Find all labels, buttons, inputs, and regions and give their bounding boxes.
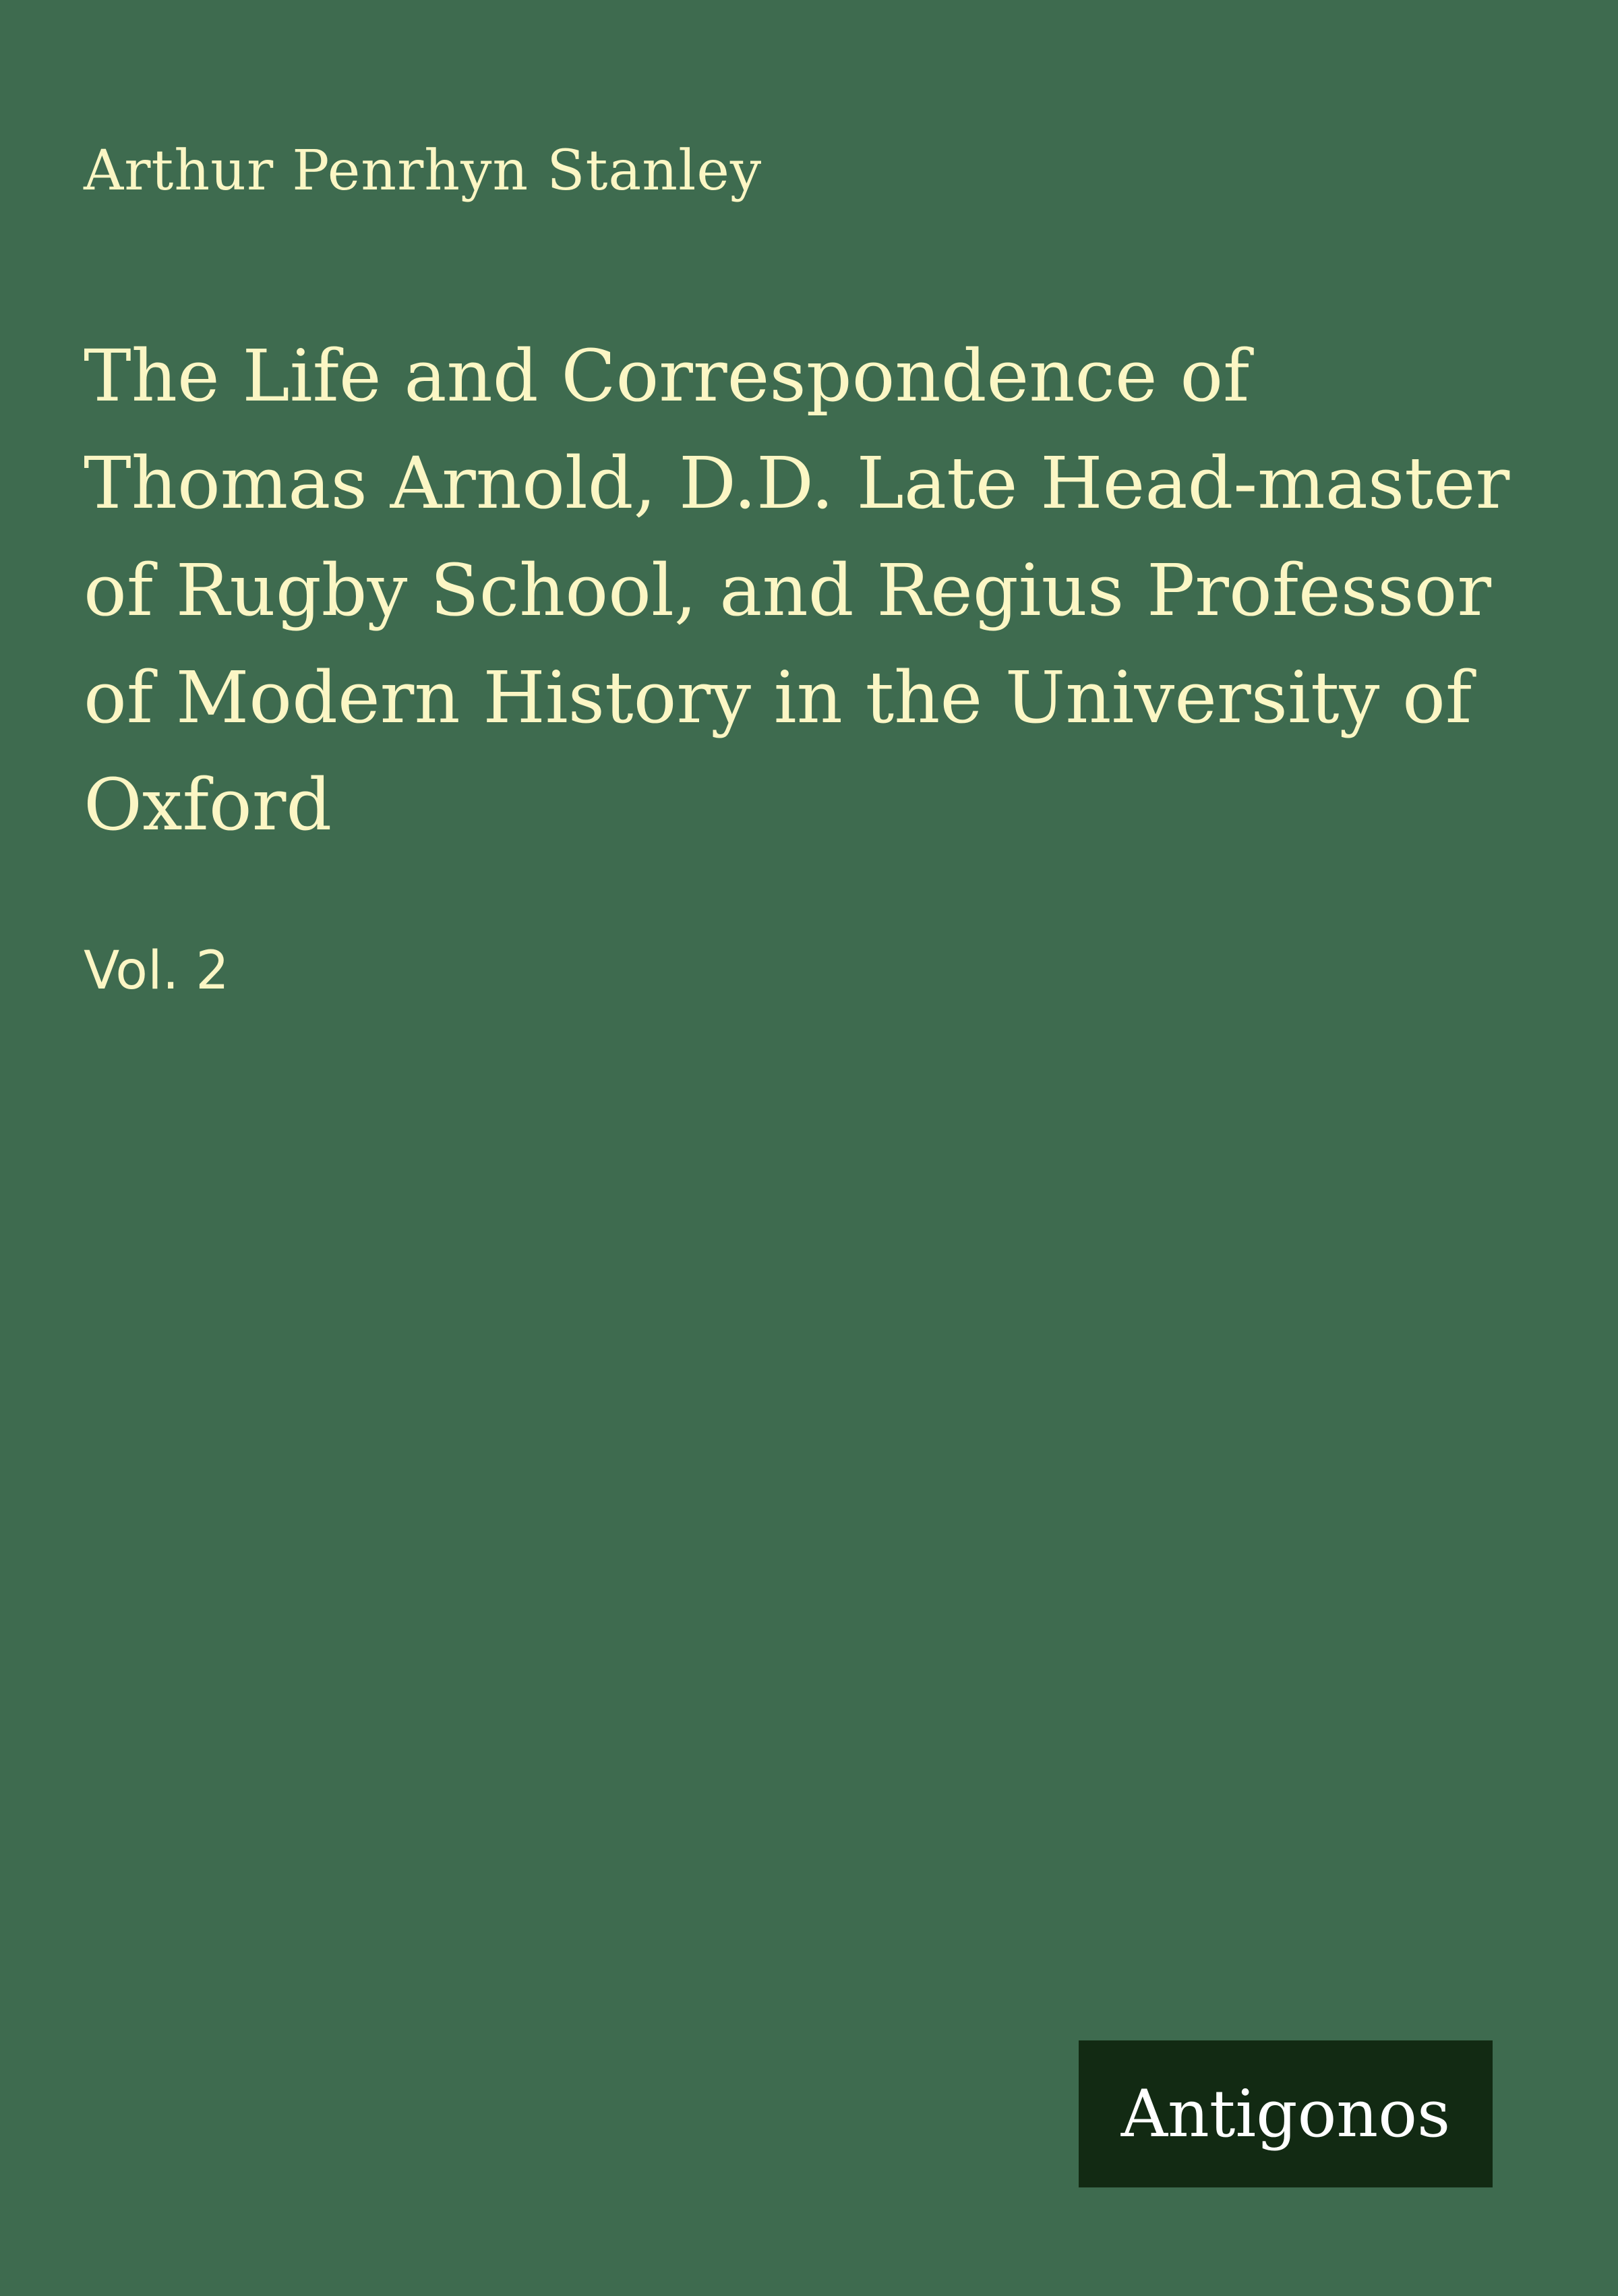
author-name: Arthur Penrhyn Stanley (84, 139, 762, 203)
publisher-name: Antigonos (1120, 2076, 1451, 2152)
book-title: The Life and Correspondence of Thomas Arnold, D.D. Late Head-master of Rugby School, and Regius Professor of Modern History in the University of Oxford (84, 334, 1510, 846)
volume-label: Vol. 2 (84, 941, 229, 1001)
publisher-logo (1079, 2040, 1493, 2187)
